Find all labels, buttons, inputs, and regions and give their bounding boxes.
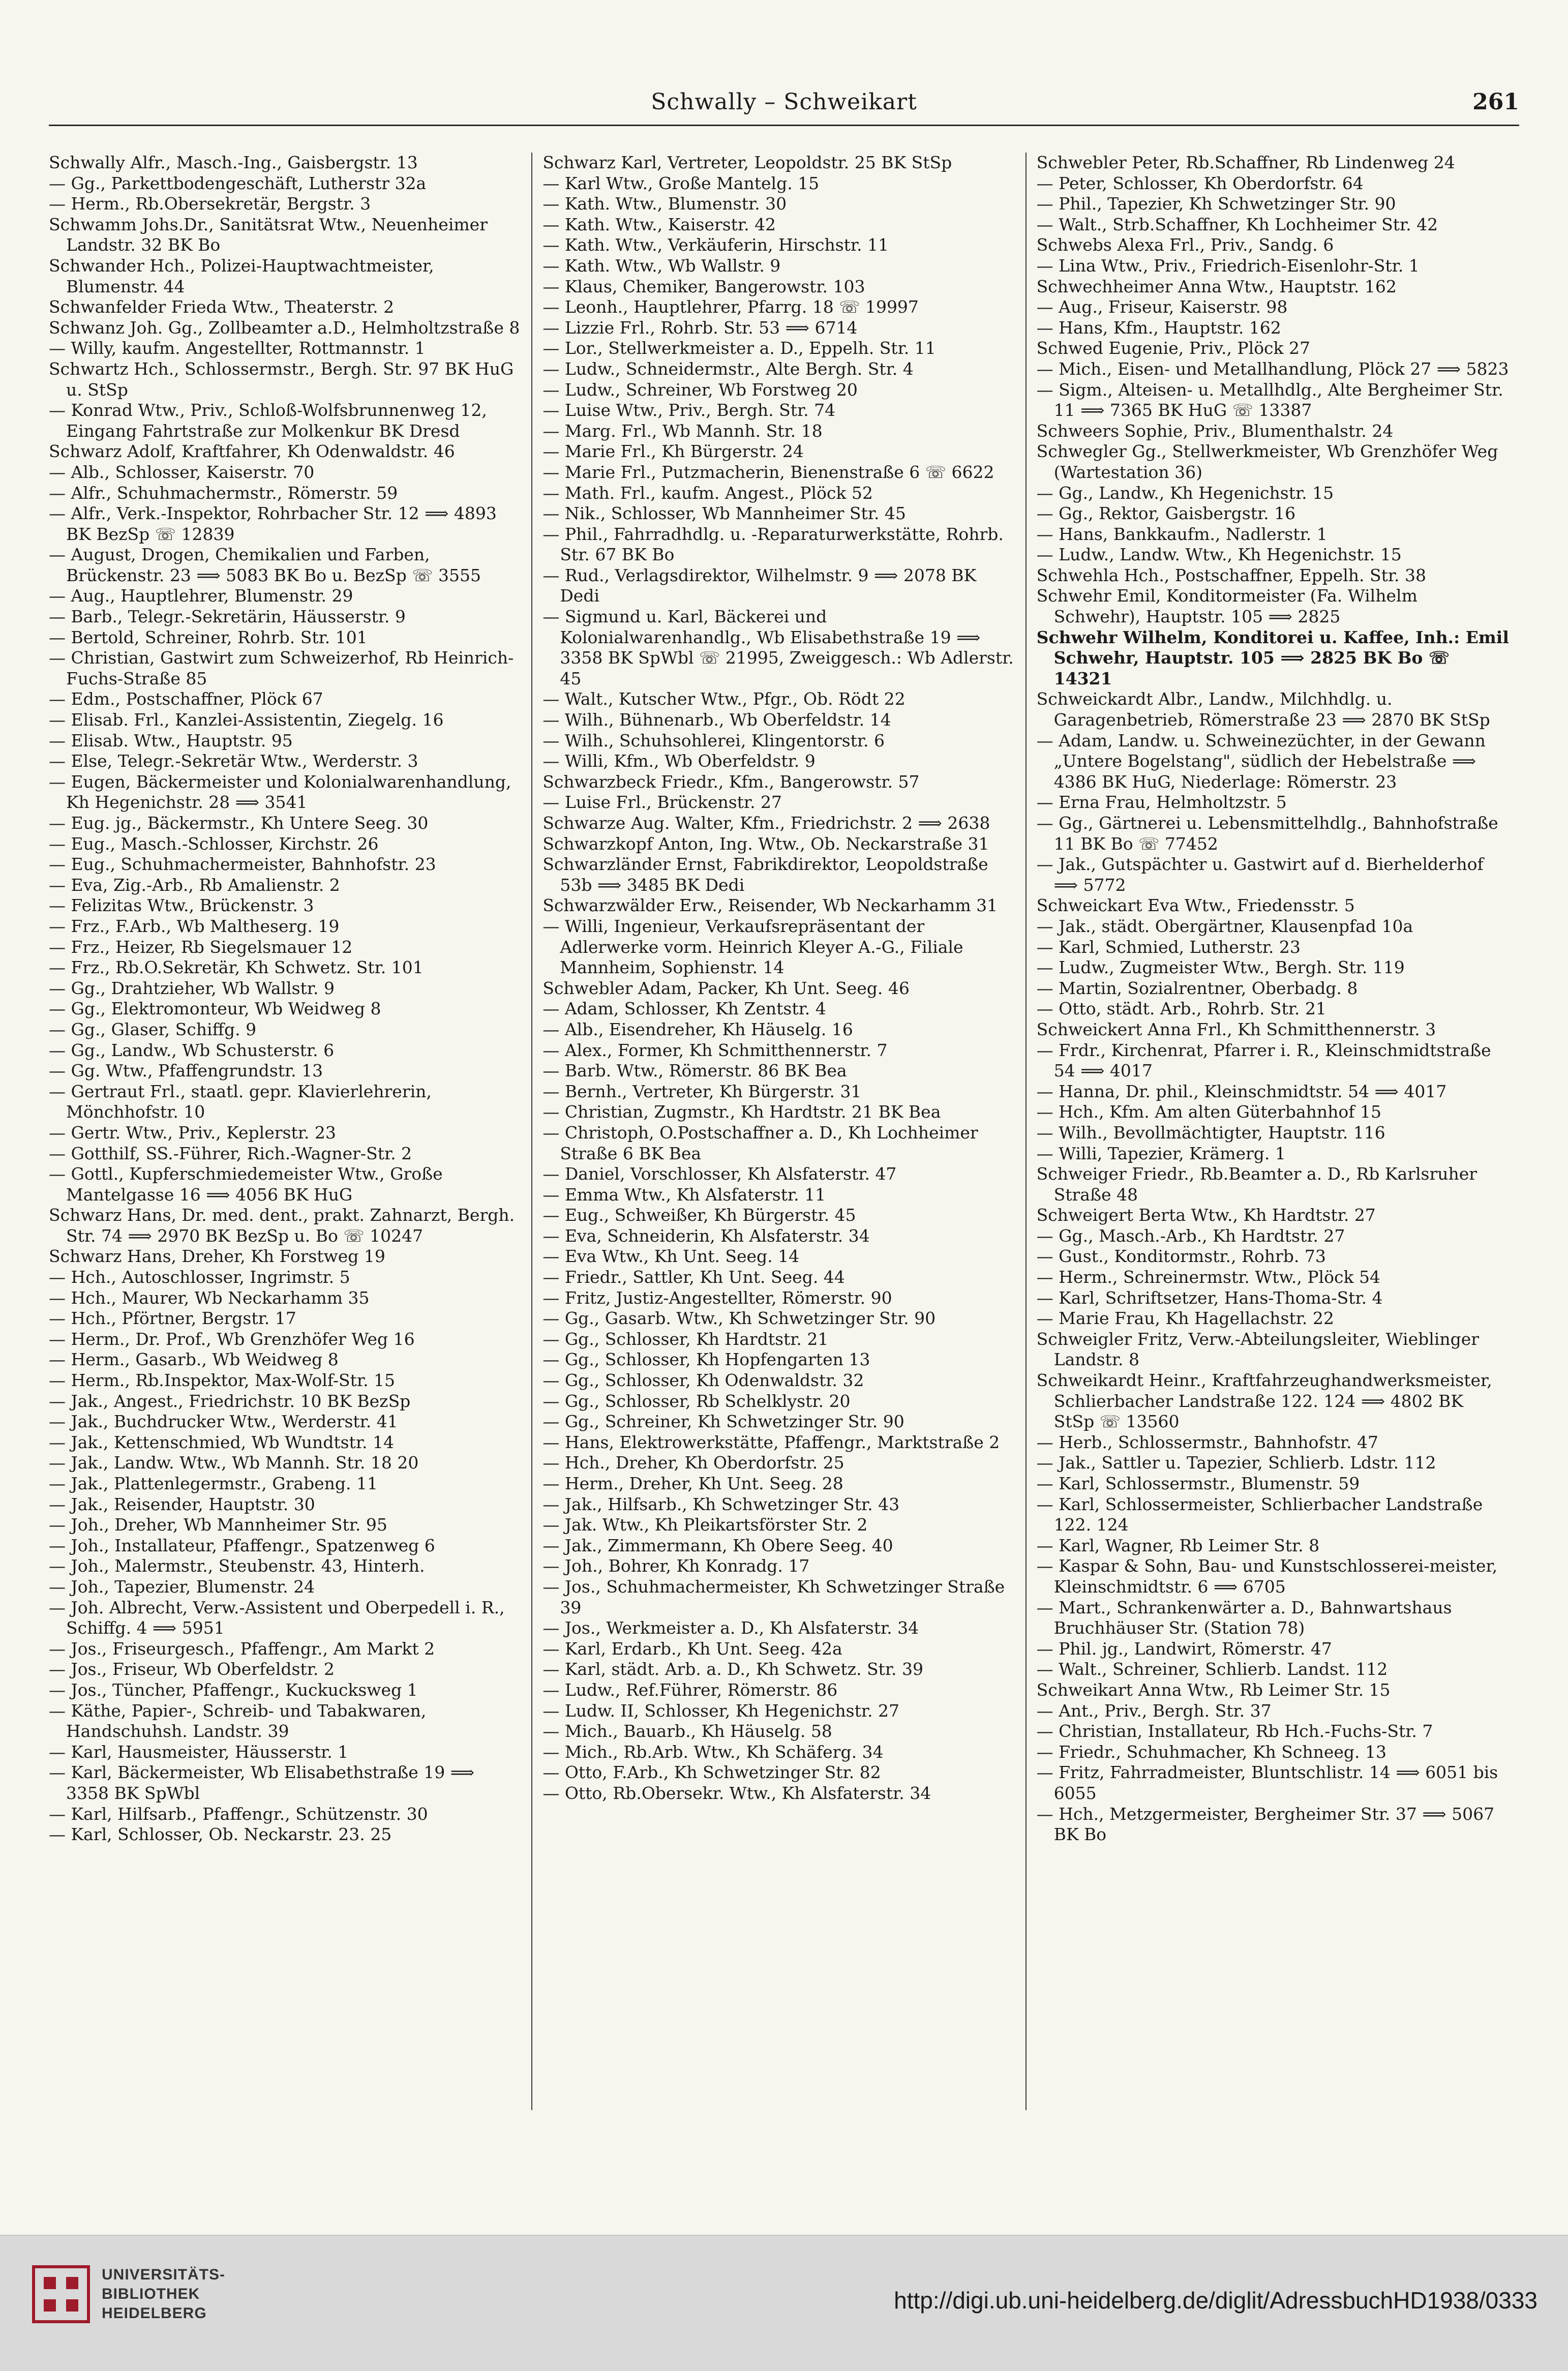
directory-entry: — Alfr., Verk.-Inspektor, Rohrbacher Str. 12 ⟹ 4893 BK BezSp ☏ 12839 <box>49 503 497 544</box>
directory-entry: — Jak., Zimmermann, Kh Obere Seeg. 40 <box>542 1535 893 1555</box>
directory-entry: — Joh., Tapezier, Blumenstr. 24 <box>49 1576 315 1597</box>
directory-entry: Schweikardt Heinr., Kraftfahrzeughandwerksmeister, Schlierbacher Landstraße 122. 124 ⟹ 4802 BK StSp ☏ 13560 <box>1036 1370 1492 1432</box>
directory-entry: — Jos., Werkmeister a. D., Kh Alsfaterstr. 34 <box>542 1618 919 1638</box>
directory-entry: — Jos., Tüncher, Pfaffengr., Kuckucksweg 1 <box>49 1679 418 1700</box>
directory-entry: — Luise Frl., Brückenstr. 27 <box>542 792 782 813</box>
directory-entry: — Jak., Hilfsarb., Kh Schwetzinger Str. 43 <box>542 1494 900 1514</box>
directory-entry: — Eugen, Bäckermeister und Kolonialwarenhandlung, Kh Hegenichstr. 28 ⟹ 3541 <box>49 771 511 813</box>
directory-entry: — Joh. Albrecht, Verw.-Assistent und Oberpedell i. R., Schiffg. 4 ⟹ 5951 <box>49 1597 505 1638</box>
directory-entry: — Aug., Hauptlehrer, Blumenstr. 29 <box>49 586 353 606</box>
directory-entry: — Gertr. Wtw., Priv., Keplerstr. 23 <box>49 1122 336 1143</box>
directory-entry: — Wilh., Schuhsohlerei, Klingentorstr. 6 <box>542 730 885 751</box>
directory-entry: Schweigler Fritz, Verw.-Abteilungsleiter, Wieblinger Landstr. 8 <box>1036 1329 1480 1370</box>
directory-entry: Schweickardt Albr., Landw., Milchhdlg. u. Garagenbetrieb, Römerstraße 23 ⟹ 2870 BK StSp <box>1036 689 1490 730</box>
directory-entry: — Gg., Schlosser, Rb Schelklystr. 20 <box>542 1391 851 1411</box>
directory-entry: Schwarzbeck Friedr., Kfm., Bangerowstr. 57 <box>542 771 920 792</box>
directory-entry: — Herm., Rb.Inspektor, Max-Wolf-Str. 15 <box>49 1370 396 1391</box>
directory-entry: — Herm., Dreher, Kh Unt. Seeg. 28 <box>542 1474 843 1493</box>
directory-entry: Schweickart Eva Wtw., Friedensstr. 5 <box>1036 895 1355 916</box>
directory-entry: Schwarzkopf Anton, Ing. Wtw., Ob. Neckarstraße 31 <box>542 833 989 854</box>
directory-entry: — Ludw., Schreiner, Wb Forstweg 20 <box>542 379 858 400</box>
directory-entry: — Bertold, Schreiner, Rohrb. Str. 101 <box>49 627 368 647</box>
column-1 <box>49 153 531 2110</box>
directory-entry: — Karl, Bäckermeister, Wb Elisabethstraße 19 ⟹ 3358 BK SpWbl <box>49 1762 475 1803</box>
directory-entry: — Karl, Erdarb., Kh Unt. Seeg. 42a <box>542 1638 842 1659</box>
directory-entry: — Gg., Schlosser, Kh Hardtstr. 21 <box>542 1329 829 1349</box>
directory-entry: — Walt., Strb.Schaffner, Kh Lochheimer Str. 42 <box>1036 214 1438 234</box>
institution-line-2: BIBLIOTHEK <box>102 2286 200 2302</box>
directory-entry: — Ludw. II, Schlosser, Kh Hegenichstr. 27 <box>542 1700 899 1721</box>
directory-entry: — Alfr., Schuhmachermstr., Römerstr. 59 <box>49 483 398 503</box>
directory-entry: — Karl, Schlossermeister, Schlierbacher Landstraße 122. 124 <box>1036 1494 1483 1535</box>
directory-entry: — Elisab. Frl., Kanzlei-Assistentin, Ziegelg. 16 <box>49 710 444 730</box>
directory-entry: Schwamm Johs.Dr., Sanitätsrat Wtw., Neuenheimer Landstr. 32 BK Bo <box>49 214 488 255</box>
page-header <box>49 84 1519 126</box>
directory-entry: — Jak., Sattler u. Tapezier, Schlierb. Ldstr. 112 <box>1036 1453 1436 1473</box>
directory-entry: — Willi, Tapezier, Krämerg. 1 <box>1036 1143 1286 1163</box>
directory-entry: — Frz., F.Arb., Wb Maltheserg. 19 <box>49 916 340 936</box>
directory-entry: — Christian, Gastwirt zum Schweizerhof, Rb Heinrich-Fuchs-Straße 85 <box>49 648 514 688</box>
directory-entry: Schwarz Karl, Vertreter, Leopoldstr. 25 BK StSp <box>542 153 952 172</box>
directory-entry: — Jak., Plattenlegermstr., Grabeng. 11 <box>49 1474 378 1493</box>
directory-entry: Schwechheimer Anna Wtw., Hauptstr. 162 <box>1036 276 1397 296</box>
directory-entry: — Adam, Schlosser, Kh Zentstr. 4 <box>542 999 826 1019</box>
directory-entry: — Gg., Glaser, Schiffg. 9 <box>49 1019 257 1039</box>
directory-entry: — Hch., Maurer, Wb Neckarhamm 35 <box>49 1287 370 1308</box>
directory-entry: — Leonh., Hauptlehrer, Pfarrg. 18 ☏ 19997 <box>542 297 919 317</box>
directory-entry: — Gg., Landw., Wb Schusterstr. 6 <box>49 1040 335 1060</box>
page-number: 261 <box>1472 89 1519 115</box>
directory-entry: — Kath. Wtw., Blumenstr. 30 <box>542 194 787 214</box>
directory-entry: — Jak., städt. Obergärtner, Klausenpfad 10a <box>1036 916 1413 936</box>
directory-entry: Schwebler Adam, Packer, Kh Unt. Seeg. 46 <box>542 978 910 998</box>
institution-line-1: UNIVERSITÄTS- <box>102 2266 226 2283</box>
directory-entry: — Frz., Heizer, Rb Siegelsmauer 12 <box>49 937 353 957</box>
directory-entry: — Gg., Parkettbodengeschäft, Lutherstr 32a <box>49 173 427 193</box>
directory-entry: — August, Drogen, Chemikalien und Farben, Brückenstr. 23 ⟹ 5083 BK Bo u. BezSp ☏ 3555 <box>49 545 481 585</box>
directory-entry: — Joh., Installateur, Pfaffengr., Spatzenweg 6 <box>49 1535 435 1555</box>
directory-entry: — Ludw., Zugmeister Wtw., Bergh. Str. 119 <box>1036 957 1405 978</box>
directory-entry: — Gg., Masch.-Arb., Kh Hardtstr. 27 <box>1036 1225 1345 1246</box>
directory-entry: — Walt., Schreiner, Schlierb. Landst. 112 <box>1036 1659 1388 1679</box>
directory-columns <box>49 153 1519 2110</box>
directory-entry: — Willi, Kfm., Wb Oberfeldstr. 9 <box>542 751 816 771</box>
directory-entry: — Hans, Elektrowerkstätte, Pfaffengr., Marktstraße 2 <box>542 1432 1000 1452</box>
directory-entry: — Eva, Zig.-Arb., Rb Amalienstr. 2 <box>49 875 340 895</box>
directory-entry: — Otto, Rb.Obersekr. Wtw., Kh Alsfaterstr. 34 <box>542 1783 931 1803</box>
footer-bar <box>0 2235 1568 2371</box>
directory-entry: — Friedr., Schuhmacher, Kh Schneeg. 13 <box>1036 1742 1386 1762</box>
directory-entry: — Gertraut Frl., staatl. gepr. Klavierlehrerin, Mönchhofstr. 10 <box>49 1081 432 1122</box>
directory-entry: — Karl, Schlossermstr., Blumenstr. 59 <box>1036 1474 1360 1493</box>
directory-entry: — Gg., Gasarb. Wtw., Kh Schwetzinger Str. 90 <box>542 1308 936 1329</box>
directory-entry: — Käthe, Papier-, Schreib- und Tabakwaren, Handschuhsh. Landstr. 39 <box>49 1700 427 1742</box>
directory-entry: — Jak., Landw. Wtw., Wb Mannh. Str. 18 20 <box>49 1453 419 1473</box>
directory-entry: — Jak. Wtw., Kh Pleikartsförster Str. 2 <box>542 1515 868 1535</box>
directory-entry: — Jos., Friseur, Wb Oberfeldstr. 2 <box>49 1659 335 1679</box>
directory-entry: — Hch., Autoschlosser, Ingrimstr. 5 <box>49 1267 350 1287</box>
directory-entry: Schweiger Friedr., Rb.Beamter a. D., Rb Karlsruher Straße 48 <box>1036 1164 1477 1205</box>
directory-entry: Schwebs Alexa Frl., Priv., Sandg. 6 <box>1036 235 1334 255</box>
directory-entry: — Marie Frau, Kh Hagellachstr. 22 <box>1036 1308 1334 1329</box>
directory-entry: — Hch., Pförtner, Bergstr. 17 <box>49 1308 296 1329</box>
directory-entry: — Kath. Wtw., Verkäuferin, Hirschstr. 11 <box>542 235 889 255</box>
directory-entry: — Gg., Rektor, Gaisbergstr. 16 <box>1036 503 1296 524</box>
directory-entry: Schwebler Peter, Rb.Schaffner, Rb Lindenweg 24 <box>1036 153 1455 172</box>
directory-entry: — Jak., Reisender, Hauptstr. 30 <box>49 1494 315 1514</box>
directory-entry: — Alex., Former, Kh Schmitthennerstr. 7 <box>542 1040 888 1060</box>
directory-entry: — Phil., Tapezier, Kh Schwetzinger Str. 90 <box>1036 194 1396 214</box>
directory-entry: Schwehla Hch., Postschaffner, Eppelh. Str. 38 <box>1036 565 1427 585</box>
directory-entry: — Ant., Priv., Bergh. Str. 37 <box>1036 1700 1272 1721</box>
directory-entry: — Kaspar & Sohn, Bau- und Kunstschlosserei-meister, Kleinschmidtstr. 6 ⟹ 6705 <box>1036 1556 1498 1597</box>
directory-entry: — Phil., Fahrradhdlg. u. -Reparaturwerkstätte, Rohrb. Str. 67 BK Bo <box>542 524 1004 565</box>
directory-entry: — Gottl., Kupferschmiedemeister Wtw., Große Mantelgasse 16 ⟹ 4056 BK HuG <box>49 1164 443 1205</box>
directory-entry: — Peter, Schlosser, Kh Oberdorfstr. 64 <box>1036 173 1364 193</box>
directory-entry: — Karl, Schlosser, Ob. Neckarstr. 23. 25 <box>49 1824 392 1845</box>
institution-name <box>102 2265 225 2323</box>
directory-entry: Schwanfelder Frieda Wtw., Theaterstr. 2 <box>49 297 395 317</box>
source-url-link[interactable]: http://digi.ub.uni-heidelberg.de/diglit/AdressbuchHD1938/0333 <box>894 2287 1537 2314</box>
directory-entry: — Christian, Zugmstr., Kh Hardtstr. 21 BK Bea <box>542 1102 941 1122</box>
directory-entry: Schwarz Hans, Dr. med. dent., prakt. Zahnarzt, Bergh. Str. 74 ⟹ 2970 BK BezSp u. Bo ☏ 10247 <box>49 1205 515 1246</box>
directory-entry: — Mich., Bauarb., Kh Häuselg. 58 <box>542 1721 832 1742</box>
directory-entry: — Fritz, Fahrradmeister, Bluntschlistr. 14 ⟹ 6051 bis 6055 <box>1036 1762 1498 1803</box>
directory-entry: Schwehr Emil, Konditormeister (Fa. Wilhelm Schwehr), Hauptstr. 105 ⟹ 2825 <box>1036 586 1418 627</box>
directory-entry: — Herm., Gasarb., Wb Weidweg 8 <box>49 1349 339 1370</box>
directory-entry: — Otto, städt. Arb., Rohrb. Str. 21 <box>1036 999 1326 1019</box>
directory-entry: — Nik., Schlosser, Wb Mannheimer Str. 45 <box>542 503 906 524</box>
directory-entry: Schwander Hch., Polizei-Hauptwachtmeister, Blumenstr. 44 <box>49 255 434 296</box>
directory-entry: — Mart., Schrankenwärter a. D., Bahnwartshaus Bruchhäuser Str. (Station 78) <box>1036 1597 1452 1638</box>
directory-entry: Schweickert Anna Frl., Kh Schmitthennerstr. 3 <box>1036 1019 1436 1039</box>
directory-entry: — Fritz, Justiz-Angestellter, Römerstr. 90 <box>542 1287 892 1308</box>
directory-entry: — Mich., Rb.Arb. Wtw., Kh Schäferg. 34 <box>542 1742 884 1762</box>
institution-line-3: HEIDELBERG <box>102 2305 207 2322</box>
directory-entry: — Adam, Landw. u. Schweinezüchter, in der Gewann „Untere Bogelstang", südlich der Hebelstraße ⟹ 4386 BK HuG, Niederlage: Römerstr. 23 <box>1036 730 1486 792</box>
directory-entry: — Jak., Buchdrucker Wtw., Werderstr. 41 <box>49 1412 398 1432</box>
directory-entry: — Jak., Kettenschmied, Wb Wundtstr. 14 <box>49 1432 394 1452</box>
directory-entry: — Ludw., Landw. Wtw., Kh Hegenichstr. 15 <box>1036 545 1402 565</box>
directory-entry: — Karl, städt. Arb. a. D., Kh Schwetz. Str. 39 <box>542 1659 923 1679</box>
directory-entry: — Gg., Drahtzieher, Wb Wallstr. 9 <box>49 978 335 998</box>
directory-entry: — Alb., Eisendreher, Kh Häuselg. 16 <box>542 1019 853 1039</box>
directory-entry: — Karl Wtw., Große Mantelg. 15 <box>542 173 820 193</box>
directory-entry: — Hans, Bankkaufm., Nadlerstr. 1 <box>1036 524 1328 544</box>
directory-entry: — Eug. jg., Bäckermstr., Kh Untere Seeg. 30 <box>49 813 429 833</box>
directory-entry: Schwally Alfr., Masch.-Ing., Gaisbergstr. 13 <box>49 153 418 172</box>
directory-entry: — Joh., Bohrer, Kh Konradg. 17 <box>542 1556 810 1576</box>
directory-entry: — Erna Frau, Helmholtzstr. 5 <box>1036 792 1287 813</box>
column-2 <box>531 153 1025 2110</box>
directory-entry: — Mich., Eisen- und Metallhandlung, Plöck 27 ⟹ 5823 <box>1036 358 1509 379</box>
directory-entry: — Joh., Malermstr., Steubenstr. 43, Hinterh. <box>49 1556 425 1576</box>
directory-entry: — Herb., Schlossermstr., Bahnhofstr. 47 <box>1036 1432 1378 1452</box>
directory-entry: — Sigm., Alteisen- u. Metallhdlg., Alte Bergheimer Str. 11 ⟹ 7365 BK HuG ☏ 13387 <box>1036 379 1503 421</box>
university-library-logo-icon <box>31 2264 92 2325</box>
directory-entry: — Marie Frl., Putzmacherin, Bienenstraße 6 ☏ 6622 <box>542 462 994 482</box>
directory-entry: — Eva Wtw., Kh Unt. Seeg. 14 <box>542 1246 800 1267</box>
directory-entry: — Emma Wtw., Kh Alsfaterstr. 11 <box>542 1184 826 1205</box>
directory-entry: — Barb. Wtw., Römerstr. 86 BK Bea <box>542 1061 847 1081</box>
directory-entry: — Lina Wtw., Priv., Friedrich-Eisenlohr-Str. 1 <box>1036 255 1420 276</box>
directory-entry: Schwegler Gg., Stellwerkmeister, Wb Grenzhöfer Weg (Wartestation 36) <box>1036 441 1498 482</box>
directory-entry: — Kath. Wtw., Kaiserstr. 42 <box>542 214 776 234</box>
directory-entry: — Eva, Schneiderin, Kh Alsfaterstr. 34 <box>542 1225 870 1246</box>
directory-entry: — Luise Wtw., Priv., Bergh. Str. 74 <box>542 400 836 421</box>
directory-entry: — Ludw., Schneidermstr., Alte Bergh. Str. 4 <box>542 358 914 379</box>
directory-entry: — Gg. Wtw., Pfaffengrundstr. 13 <box>49 1061 323 1081</box>
directory-entry: — Hch., Dreher, Kh Oberdorfstr. 25 <box>542 1453 845 1473</box>
directory-entry: — Hanna, Dr. phil., Kleinschmidtstr. 54 ⟹ 4017 <box>1036 1081 1447 1101</box>
directory-entry: — Gg., Schlosser, Kh Odenwaldstr. 32 <box>542 1370 864 1391</box>
directory-entry: — Kath. Wtw., Wb Wallstr. 9 <box>542 255 781 276</box>
directory-entry: Schwartz Hch., Schlossermstr., Bergh. Str. 97 BK HuG u. StSp <box>49 358 514 400</box>
directory-entry: Schweers Sophie, Priv., Blumenthalstr. 24 <box>1036 421 1394 441</box>
directory-entry: — Karl, Schriftsetzer, Hans-Thoma-Str. 4 <box>1036 1287 1383 1308</box>
directory-entry: — Marg. Frl., Wb Mannh. Str. 18 <box>542 421 823 441</box>
directory-entry: — Wilh., Bühnenarb., Wb Oberfeldstr. 14 <box>542 710 891 730</box>
directory-entry: Schwarzländer Ernst, Fabrikdirektor, Leopoldstraße 53b ⟹ 3485 BK Dedi <box>542 854 988 895</box>
directory-entry: Schwarze Aug. Walter, Kfm., Friedrichstr. 2 ⟹ 2638 <box>542 813 990 833</box>
directory-entry: — Alb., Schlosser, Kaiserstr. 70 <box>49 462 315 482</box>
directory-entry: — Karl, Hausmeister, Häusserstr. 1 <box>49 1742 349 1762</box>
directory-entry: — Otto, F.Arb., Kh Schwetzinger Str. 82 <box>542 1762 881 1783</box>
directory-entry: Schwanz Joh. Gg., Zollbeamter a.D., Helmholtzstraße 8 <box>49 317 520 338</box>
directory-entry: — Martin, Sozialrentner, Oberbadg. 8 <box>1036 978 1358 998</box>
directory-entry: — Gg., Gärtnerei u. Lebensmittelhdlg., Bahnhofstraße 11 BK Bo ☏ 77452 <box>1036 813 1498 854</box>
directory-entry: — Gg., Schlosser, Kh Hopfengarten 13 <box>542 1349 870 1370</box>
directory-entry: — Barb., Telegr.-Sekretärin, Häusserstr. 9 <box>49 607 406 627</box>
directory-entry: Schwarz Hans, Dreher, Kh Forstweg 19 <box>49 1246 385 1267</box>
directory-entry: Schweigert Berta Wtw., Kh Hardtstr. 27 <box>1036 1205 1376 1225</box>
directory-entry: — Herm., Dr. Prof., Wb Grenzhöfer Weg 16 <box>49 1329 415 1349</box>
directory-entry: — Hans, Kfm., Hauptstr. 162 <box>1036 317 1281 338</box>
directory-entry: — Elisab. Wtw., Hauptstr. 95 <box>49 730 293 751</box>
directory-entry: — Gotthilf, SS.-Führer, Rich.-Wagner-Str. 2 <box>49 1143 412 1163</box>
directory-entry: — Eug., Schweißer, Kh Bürgerstr. 45 <box>542 1205 856 1225</box>
directory-entry: Schwarzwälder Erw., Reisender, Wb Neckarhamm 31 <box>542 895 998 916</box>
directory-entry: — Herm., Rb.Obersekretär, Bergstr. 3 <box>49 194 371 214</box>
directory-entry: — Karl, Hilfsarb., Pfaffengr., Schützenstr. 30 <box>49 1804 428 1824</box>
directory-entry: — Walt., Kutscher Wtw., Pfgr., Ob. Rödt 22 <box>542 689 906 709</box>
directory-entry: — Eug., Schuhmachermeister, Bahnhofstr. 23 <box>49 854 436 875</box>
page-title: Schwally – Schweikart <box>651 89 917 115</box>
directory-entry: — Sigmund u. Karl, Bäckerei und Kolonialwarenhandlg., Wb Elisabethstraße 19 ⟹ 3358 BK SpWbl ☏ 21995, Zweiggesch.: Wb Adlerstr. 45 <box>542 607 1014 688</box>
directory-entry: — Felizitas Wtw., Brückenstr. 3 <box>49 895 314 916</box>
directory-entry: — Karl, Wagner, Rb Leimer Str. 8 <box>1036 1535 1320 1555</box>
directory-entry: — Jos., Schuhmachermeister, Kh Schwetzinger Straße 39 <box>542 1576 1005 1617</box>
directory-entry: — Aug., Friseur, Kaiserstr. 98 <box>1036 297 1288 317</box>
directory-entry: Schweikart Anna Wtw., Rb Leimer Str. 15 <box>1036 1679 1391 1700</box>
directory-entry: — Joh., Dreher, Wb Mannheimer Str. 95 <box>49 1515 387 1535</box>
directory-entry: Schwehr Wilhelm, Konditorei u. Kaffee, Inh.: Emil Schwehr, Hauptstr. 105 ⟹ 2825 BK Bo ☏ 14321 <box>1036 627 1509 688</box>
directory-entry: — Klaus, Chemiker, Bangerowstr. 103 <box>542 276 865 296</box>
directory-entry: — Gust., Konditormstr., Rohrb. 73 <box>1036 1246 1326 1267</box>
directory-entry: — Eug., Masch.-Schlosser, Kirchstr. 26 <box>49 833 379 854</box>
directory-entry: — Frdr., Kirchenrat, Pfarrer i. R., Kleinschmidtstraße 54 ⟹ 4017 <box>1036 1040 1491 1081</box>
directory-entry: — Math. Frl., kaufm. Angest., Plöck 52 <box>542 483 873 503</box>
directory-entry: — Else, Telegr.-Sekretär Wtw., Werderstr. 3 <box>49 751 418 771</box>
directory-entry: Schwarz Adolf, Kraftfahrer, Kh Odenwaldstr. 46 <box>49 441 455 462</box>
directory-entry: — Christian, Installateur, Rb Hch.-Fuchs-Str. 7 <box>1036 1721 1433 1742</box>
directory-entry: — Hch., Kfm. Am alten Güterbahnhof 15 <box>1036 1102 1381 1122</box>
column-3 <box>1026 153 1519 2110</box>
directory-entry: Schwed Eugenie, Priv., Plöck 27 <box>1036 338 1311 358</box>
directory-entry: — Gg., Elektromonteur, Wb Weidweg 8 <box>49 999 381 1019</box>
directory-entry: — Phil. jg., Landwirt, Römerstr. 47 <box>1036 1638 1332 1659</box>
directory-entry: — Karl, Schmied, Lutherstr. 23 <box>1036 937 1301 957</box>
directory-entry: — Hch., Metzgermeister, Bergheimer Str. 37 ⟹ 5067 BK Bo <box>1036 1804 1495 1845</box>
directory-entry: — Gg., Schreiner, Kh Schwetzinger Str. 90 <box>542 1412 904 1432</box>
directory-entry: — Jos., Friseurgesch., Pfaffengr., Am Markt 2 <box>49 1638 435 1659</box>
directory-entry: — Daniel, Vorschlosser, Kh Alsfaterstr. 47 <box>542 1164 897 1184</box>
directory-entry: — Rud., Verlagsdirektor, Wilhelmstr. 9 ⟹ 2078 BK Dedi <box>542 565 977 606</box>
directory-entry: — Friedr., Sattler, Kh Unt. Seeg. 44 <box>542 1267 845 1287</box>
directory-entry: — Konrad Wtw., Priv., Schloß-Wolfsbrunnenweg 12, Eingang Fahrtstraße zur Molkenkur BK Dresd <box>49 400 487 441</box>
directory-entry: — Willi, Ingenieur, Verkaufsrepräsentant der Adlerwerke vorm. Heinrich Kleyer A.-G., Filiale Mannheim, Sophienstr. 14 <box>542 916 963 978</box>
directory-entry: — Willy, kaufm. Angestellter, Rottmannstr. 1 <box>49 338 426 358</box>
directory-entry: — Marie Frl., Kh Bürgerstr. 24 <box>542 441 804 462</box>
directory-entry: — Edm., Postschaffner, Plöck 67 <box>49 689 323 709</box>
directory-entry: — Gg., Landw., Kh Hegenichstr. 15 <box>1036 483 1334 503</box>
directory-entry: — Christoph, O.Postschaffner a. D., Kh Lochheimer Straße 6 BK Bea <box>542 1122 978 1163</box>
directory-entry: — Jak., Angest., Friedrichstr. 10 BK BezSp <box>49 1391 411 1411</box>
directory-entry: — Wilh., Bevollmächtigter, Hauptstr. 116 <box>1036 1122 1385 1143</box>
directory-entry: — Ludw., Ref.Führer, Römerstr. 86 <box>542 1679 838 1700</box>
directory-entry: — Jak., Gutspächter u. Gastwirt auf d. Bierhelderhof ⟹ 5772 <box>1036 854 1484 895</box>
directory-entry: — Lor., Stellwerkmeister a. D., Eppelh. Str. 11 <box>542 338 936 358</box>
directory-entry: — Frz., Rb.O.Sekretär, Kh Schwetz. Str. 101 <box>49 957 424 978</box>
directory-entry: — Herm., Schreinermstr. Wtw., Plöck 54 <box>1036 1267 1380 1287</box>
directory-entry: — Bernh., Vertreter, Kh Bürgerstr. 31 <box>542 1081 862 1101</box>
directory-entry: — Lizzie Frl., Rohrb. Str. 53 ⟹ 6714 <box>542 317 858 338</box>
